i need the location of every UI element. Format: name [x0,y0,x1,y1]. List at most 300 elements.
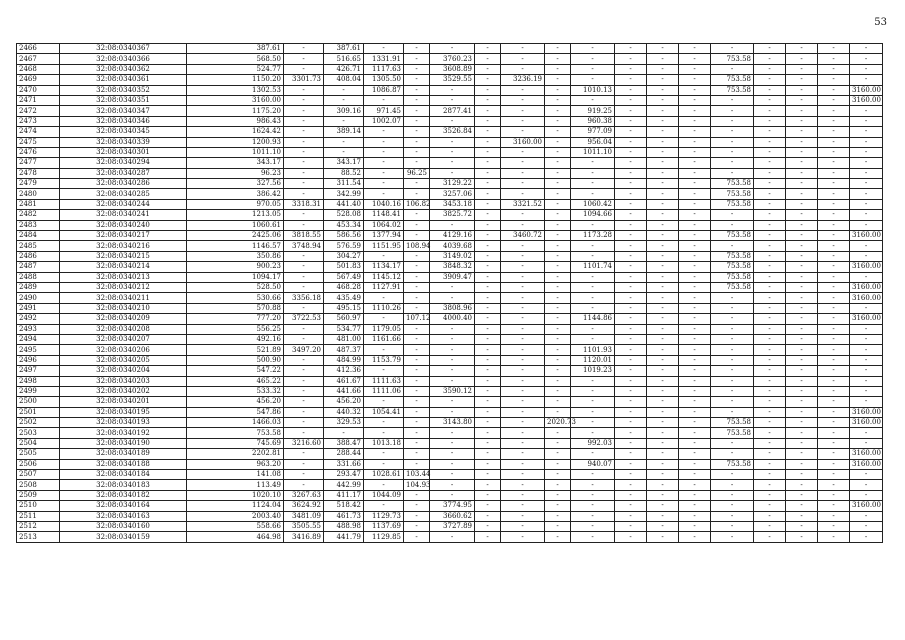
value-cell: - [679,231,711,241]
value-cell: - [818,532,850,542]
value-cell: - [545,64,571,74]
value-cell: - [754,272,786,282]
table-row [17,127,883,137]
value-cell: - [475,501,501,511]
value-cell: - [818,345,850,355]
value-cell: - [615,407,647,417]
value-cell: - [364,127,404,137]
value-cell: - [818,438,850,448]
row-number-cell: 2471 [17,95,60,105]
value-cell: - [501,106,545,116]
value-cell: - [571,293,615,303]
value-cell: - [679,158,711,168]
table-row [17,449,883,459]
value-cell: - [786,397,818,407]
value-cell: - [545,262,571,272]
value-cell: - [404,272,430,282]
cadastral-number-cell: 32:08:0340160 [60,521,187,531]
value-cell: - [647,293,679,303]
value-cell: 1173.28 [571,231,615,241]
value-cell: - [475,376,501,386]
value-cell: - [786,54,818,64]
value-cell: - [818,470,850,480]
row-number-cell: 2500 [17,397,60,407]
value-cell: 3160.00 [850,231,883,241]
table-row [17,106,883,116]
value-cell: 3416.89 [284,532,324,542]
value-cell: - [647,521,679,531]
value-cell: - [647,324,679,334]
value-cell: - [404,210,430,220]
value-cell: - [430,345,475,355]
value-cell: - [615,199,647,209]
value-cell: - [475,407,501,417]
value-cell: - [786,303,818,313]
value-cell: - [850,490,883,500]
value-cell: - [647,376,679,386]
value-cell: - [545,293,571,303]
value-cell: - [818,137,850,147]
value-cell: 1101.93 [571,345,615,355]
value-cell: - [754,366,786,376]
value-cell: 3727.89 [430,521,475,531]
value-cell: - [430,158,475,168]
value-cell: - [364,293,404,303]
value-cell: - [850,470,883,480]
value-cell: - [501,282,545,292]
value-cell: - [754,459,786,469]
value-cell: - [679,334,711,344]
value-cell: 2425.06 [187,231,284,241]
value-cell: - [430,168,475,178]
value-cell: 1060.61 [187,220,284,230]
value-cell: - [364,366,404,376]
value-cell: 971.45 [364,106,404,116]
value-cell: - [647,272,679,282]
value-cell: - [324,116,364,126]
value-cell: - [615,44,647,54]
value-cell: - [679,521,711,531]
value-cell: - [818,199,850,209]
value-cell: - [404,355,430,365]
value-cell: - [615,220,647,230]
value-cell: - [754,376,786,386]
value-cell: 1111.63 [364,376,404,386]
value-cell: - [571,44,615,54]
value-cell: 524.77 [187,64,284,74]
value-cell: 1213.05 [187,210,284,220]
value-cell: - [786,449,818,459]
value-cell: - [818,179,850,189]
value-cell: - [754,470,786,480]
value-cell: - [545,137,571,147]
value-cell: - [754,127,786,137]
value-cell: 753.58 [711,272,754,282]
value-cell: - [818,85,850,95]
table-row [17,324,883,334]
value-cell: 3608.89 [430,64,475,74]
value-cell: 1117.63 [364,64,404,74]
value-cell: - [571,75,615,85]
value-cell: - [711,511,754,521]
table-row [17,480,883,490]
value-cell: - [679,366,711,376]
value-cell: - [786,532,818,542]
value-cell: - [571,95,615,105]
table-row [17,511,883,521]
value-cell: - [501,345,545,355]
cadastral-number-cell: 32:08:0340213 [60,272,187,282]
value-cell: - [850,397,883,407]
value-cell: - [571,179,615,189]
value-cell: - [754,438,786,448]
value-cell: - [850,386,883,396]
value-cell: - [615,210,647,220]
value-cell: - [850,54,883,64]
value-cell: - [679,438,711,448]
value-cell: - [786,137,818,147]
value-cell: - [679,95,711,105]
value-cell: - [818,241,850,251]
value-cell: 1124.04 [187,501,284,511]
value-cell: - [284,116,324,126]
value-cell: - [571,449,615,459]
value-cell: - [571,272,615,282]
value-cell: - [545,189,571,199]
value-cell: 3267.63 [284,490,324,500]
value-cell: - [501,459,545,469]
row-number-cell: 2493 [17,324,60,334]
value-cell: - [647,397,679,407]
value-cell: - [571,480,615,490]
value-cell: 1148.41 [364,210,404,220]
value-cell: 753.58 [711,54,754,64]
value-cell: - [647,64,679,74]
value-cell: 293.47 [324,470,364,480]
value-cell: - [475,282,501,292]
value-cell: - [404,521,430,531]
value-cell: - [545,303,571,313]
value-cell: 518.42 [324,501,364,511]
value-cell: - [501,303,545,313]
value-cell: - [430,532,475,542]
value-cell: - [711,386,754,396]
value-cell: - [284,324,324,334]
value-cell: 960.38 [571,116,615,126]
value-cell: - [711,480,754,490]
cadastral-number-cell: 32:08:0340346 [60,116,187,126]
value-cell: - [679,418,711,428]
value-cell: 96.25 [404,168,430,178]
value-cell: - [501,158,545,168]
value-cell: 440.32 [324,407,364,417]
value-cell: 435.49 [324,293,364,303]
value-cell: - [475,189,501,199]
value-cell: 1013.18 [364,438,404,448]
value-cell: - [475,324,501,334]
value-cell: - [324,95,364,105]
value-cell: - [284,168,324,178]
value-cell: - [284,189,324,199]
value-cell: - [786,511,818,521]
value-cell: - [754,116,786,126]
table-row [17,303,883,313]
value-cell: 3160.00 [850,95,883,105]
value-cell: - [818,282,850,292]
value-cell: 488.98 [324,521,364,531]
value-cell: - [501,521,545,531]
value-cell: 777.20 [187,314,284,324]
value-cell: 4039.68 [430,241,475,251]
value-cell: - [284,220,324,230]
row-number-cell: 2486 [17,251,60,261]
value-cell: - [786,418,818,428]
value-cell: 387.61 [187,44,284,54]
value-cell: 3160.00 [850,501,883,511]
value-cell: - [754,355,786,365]
table-row [17,272,883,282]
value-cell: - [545,355,571,365]
value-cell: - [647,54,679,64]
value-cell: - [786,334,818,344]
value-cell: - [501,501,545,511]
value-cell: - [475,480,501,490]
row-number-cell: 2498 [17,376,60,386]
value-cell: - [754,251,786,261]
value-cell: - [786,251,818,261]
value-cell: 547.22 [187,366,284,376]
value-cell: - [501,386,545,396]
value-cell: - [545,116,571,126]
value-cell: 528.08 [324,210,364,220]
value-cell: - [284,355,324,365]
value-cell: - [501,470,545,480]
value-cell: - [284,418,324,428]
value-cell: - [754,44,786,54]
value-cell: 528.50 [187,282,284,292]
value-cell: - [404,179,430,189]
value-cell: - [571,397,615,407]
value-cell: 1110.26 [364,303,404,313]
value-cell: - [475,231,501,241]
value-cell: - [818,272,850,282]
value-cell: - [615,179,647,189]
value-cell: 753.58 [711,262,754,272]
value-cell: - [786,64,818,74]
table-row [17,158,883,168]
value-cell: 3453.18 [430,199,475,209]
value-cell: - [404,282,430,292]
value-cell: - [615,366,647,376]
value-cell: - [475,251,501,261]
value-cell: - [430,459,475,469]
row-number-cell: 2503 [17,428,60,438]
value-cell: 3848.32 [430,262,475,272]
value-cell: 3818.55 [284,231,324,241]
value-cell: - [545,428,571,438]
value-cell: - [284,137,324,147]
value-cell: - [545,532,571,542]
cadastral-number-cell: 32:08:0340193 [60,418,187,428]
value-cell: - [545,168,571,178]
cadastral-number-cell: 32:08:0340347 [60,106,187,116]
value-cell: 1054.41 [364,407,404,417]
value-cell: - [430,470,475,480]
value-cell: - [711,314,754,324]
value-cell: - [501,210,545,220]
cadastral-number-cell: 32:08:0340244 [60,199,187,209]
value-cell: 4129.16 [430,231,475,241]
cadastral-number-cell: 32:08:0340182 [60,490,187,500]
value-cell: - [647,501,679,511]
value-cell: - [545,345,571,355]
value-cell: - [818,459,850,469]
value-cell: - [404,116,430,126]
row-number-cell: 2474 [17,127,60,137]
value-cell: - [284,428,324,438]
value-cell: 1331.91 [364,54,404,64]
value-cell: 560.97 [324,314,364,324]
value-cell: 288.44 [324,449,364,459]
value-cell: - [647,386,679,396]
value-cell: - [571,428,615,438]
value-cell: - [786,95,818,105]
value-cell: - [647,158,679,168]
value-cell: - [679,376,711,386]
value-cell: - [679,293,711,303]
value-cell: - [545,95,571,105]
value-cell: - [850,334,883,344]
value-cell: - [711,501,754,511]
value-cell: - [615,334,647,344]
value-cell: - [850,324,883,334]
value-cell: - [501,355,545,365]
value-cell: 558.66 [187,521,284,531]
value-cell: - [545,366,571,376]
value-cell: - [818,334,850,344]
value-cell: - [850,272,883,282]
value-cell: - [545,397,571,407]
value-cell: - [404,189,430,199]
value-cell: 753.58 [711,418,754,428]
value-cell: 1120.01 [571,355,615,365]
value-cell: - [364,428,404,438]
table-row [17,428,883,438]
value-cell: - [404,345,430,355]
value-cell: 567.49 [324,272,364,282]
value-cell: 501.83 [324,262,364,272]
value-cell: 492.16 [187,334,284,344]
value-cell: - [324,85,364,95]
value-cell: 3143.80 [430,418,475,428]
value-cell: - [475,179,501,189]
cadastral-number-cell: 32:08:0340339 [60,137,187,147]
value-cell: - [430,282,475,292]
value-cell: - [647,241,679,251]
cadastral-number-cell: 32:08:0340216 [60,241,187,251]
value-cell: - [711,470,754,480]
value-cell: - [754,282,786,292]
value-cell: 3257.06 [430,189,475,199]
value-cell: - [284,386,324,396]
table-row [17,293,883,303]
value-cell: - [754,189,786,199]
value-cell: - [818,376,850,386]
value-cell: 1151.95 [364,241,404,251]
value-cell: - [850,189,883,199]
value-cell: - [818,397,850,407]
value-cell: - [545,54,571,64]
table-row [17,407,883,417]
value-cell: - [711,44,754,54]
table-row [17,282,883,292]
row-number-cell: 2469 [17,75,60,85]
value-cell: 940.07 [571,459,615,469]
value-cell: 442.99 [324,480,364,490]
value-cell: - [501,95,545,105]
row-number-cell: 2481 [17,199,60,209]
value-cell: - [571,282,615,292]
value-cell: - [571,418,615,428]
row-number-cell: 2467 [17,54,60,64]
value-cell: - [545,314,571,324]
value-cell: - [284,127,324,137]
value-cell: - [786,470,818,480]
value-cell: - [404,418,430,428]
value-cell: - [647,106,679,116]
value-cell: - [786,168,818,178]
value-cell: - [786,314,818,324]
cadastral-number-cell: 32:08:0340366 [60,54,187,64]
table-row [17,54,883,64]
value-cell: 1044.09 [364,490,404,500]
value-cell: - [571,324,615,334]
page-number: 53 [874,17,887,28]
value-cell: 1144.86 [571,314,615,324]
value-cell: 453.34 [324,220,364,230]
cadastral-number-cell: 32:08:0340210 [60,303,187,313]
cadastral-number-cell: 32:08:0340362 [60,64,187,74]
row-number-cell: 2495 [17,345,60,355]
cadastral-number-cell: 32:08:0340189 [60,449,187,459]
value-cell: - [404,220,430,230]
value-cell: - [404,251,430,261]
value-cell: - [850,428,883,438]
value-cell: - [647,75,679,85]
value-cell: - [850,438,883,448]
value-cell: 441.40 [324,199,364,209]
table-row [17,116,883,126]
value-cell: - [818,293,850,303]
cadastral-number-cell: 32:08:0340190 [60,438,187,448]
value-cell: - [404,127,430,137]
value-cell: - [475,470,501,480]
value-cell: - [501,418,545,428]
value-cell: - [571,241,615,251]
value-cell: - [475,386,501,396]
value-cell: - [615,75,647,85]
cadastral-number-cell: 32:08:0340240 [60,220,187,230]
value-cell: 3590.12 [430,386,475,396]
value-cell: - [501,251,545,261]
value-cell: 2202.81 [187,449,284,459]
value-cell: - [475,334,501,344]
value-cell: - [284,397,324,407]
value-cell: - [475,418,501,428]
value-cell: - [615,106,647,116]
value-cell: - [475,241,501,251]
value-cell: - [850,532,883,542]
